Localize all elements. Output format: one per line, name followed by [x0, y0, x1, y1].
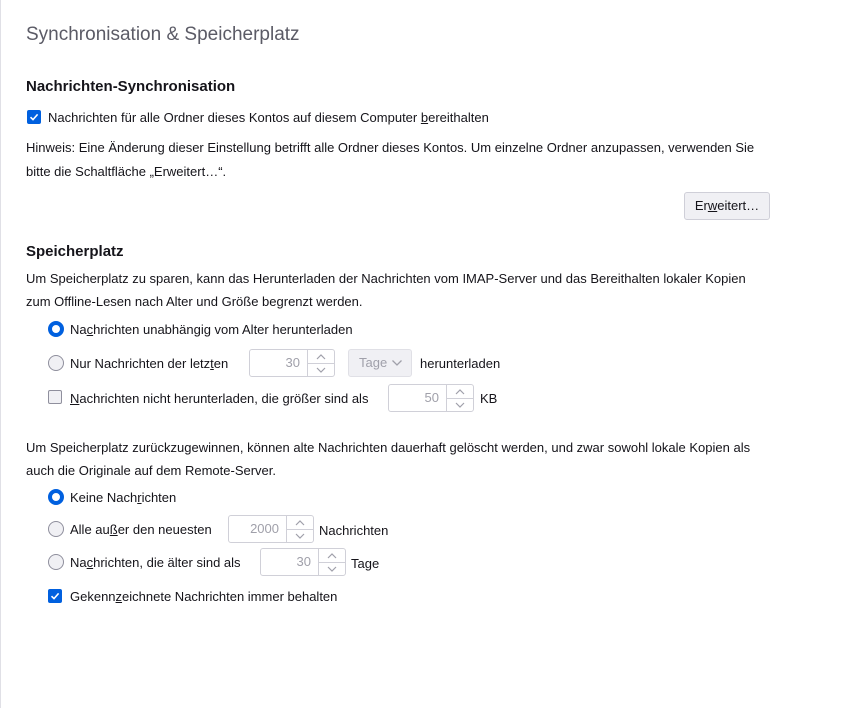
stepper-up-button[interactable]: [308, 350, 334, 364]
keep-newest-radio[interactable]: [48, 521, 64, 537]
chevron-down-icon: [319, 563, 345, 575]
storage-section-title: Speicherplatz: [26, 243, 124, 260]
stepper-up-button[interactable]: [287, 516, 313, 530]
chevron-up-icon: [319, 550, 345, 562]
keep-newest-label[interactable]: Alle außer den neuesten: [70, 522, 212, 537]
chevron-down-icon: [447, 399, 473, 411]
chevron-down-icon: [391, 359, 403, 367]
older-than-value[interactable]: 30: [296, 554, 311, 569]
chevron-up-icon: [287, 517, 313, 529]
storage-desc-line2: zum Offline-Lesen nach Alter und Größe begrenzt werden.: [26, 294, 363, 309]
older-than-unit: Tage: [351, 556, 380, 571]
older-than-stepper[interactable]: [260, 548, 346, 576]
download-recent-label[interactable]: Nur Nachrichten der letzten: [70, 356, 229, 371]
keep-messages-checkbox[interactable]: [27, 110, 41, 124]
stepper-down-button[interactable]: [287, 529, 313, 542]
advanced-button[interactable]: Erweitert…: [684, 192, 770, 220]
chevron-down-icon: [287, 530, 313, 542]
chevron-up-icon: [447, 386, 473, 398]
keep-newest-value[interactable]: 2000: [250, 521, 279, 536]
keep-flagged-checkbox[interactable]: [48, 589, 62, 603]
panel-left-border: [0, 0, 1, 708]
chevron-down-icon: [308, 364, 334, 376]
download-recent-days-stepper[interactable]: [249, 349, 335, 377]
download-recent-days-value[interactable]: 30: [285, 355, 300, 370]
size-limit-stepper[interactable]: [388, 384, 474, 412]
sync-hint-line2: bitte die Schaltfläche „Erweitert…“.: [26, 164, 227, 179]
storage-desc-line1: Um Speicherplatz zu sparen, kann das Herunterladen der Nachrichten vom IMAP-Server und das Bereithalten lokaler Kopien: [26, 271, 746, 286]
stepper-up-button[interactable]: [447, 385, 473, 399]
stepper-up-button[interactable]: [319, 549, 345, 563]
download-all-label[interactable]: Nachrichten unabhängig vom Alter herunterladen: [70, 322, 353, 337]
sync-hint-line1: Hinweis: Eine Änderung dieser Einstellung betrifft alle Ordner dieses Kontos. Um einzelne Ordner anzupassen, verwenden Sie: [26, 140, 755, 155]
download-recent-suffix: herunterladen: [420, 356, 501, 371]
checkmark-icon: [29, 112, 39, 122]
page-title: Synchronisation & Speicherplatz: [26, 24, 300, 45]
download-recent-unit-select[interactable]: [348, 349, 412, 377]
stepper-down-button[interactable]: [319, 562, 345, 575]
stepper-down-button[interactable]: [308, 363, 334, 376]
keep-newest-stepper[interactable]: [228, 515, 314, 543]
size-limit-label[interactable]: Nachrichten nicht herunterladen, die größer sind als: [70, 391, 369, 406]
download-recent-radio[interactable]: [48, 355, 64, 371]
download-recent-unit-label: Tage: [359, 355, 388, 370]
reclaim-desc-line2: auch die Originale auf dem Remote-Server.: [26, 463, 277, 478]
older-than-radio[interactable]: [48, 554, 64, 570]
keep-none-label[interactable]: Keine Nachrichten: [70, 490, 177, 505]
size-limit-value[interactable]: 50: [424, 390, 439, 405]
older-than-label[interactable]: Nachrichten, die älter sind als: [70, 555, 241, 570]
keep-flagged-label[interactable]: Gekennzeichnete Nachrichten immer behalten: [70, 589, 338, 604]
sync-section-title: Nachrichten-Synchronisation: [26, 78, 236, 95]
stepper-down-button[interactable]: [447, 398, 473, 411]
keep-none-radio[interactable]: [48, 489, 64, 505]
download-all-radio[interactable]: [48, 321, 64, 337]
checkmark-icon: [50, 591, 60, 601]
keep-newest-unit: Nachrichten: [319, 523, 389, 538]
size-limit-unit: KB: [480, 391, 498, 406]
chevron-up-icon: [308, 351, 334, 363]
keep-messages-label[interactable]: Nachrichten für alle Ordner dieses Kontos auf diesem Computer bereithalten: [48, 110, 489, 125]
reclaim-desc-line1: Um Speicherplatz zurückzugewinnen, können alte Nachrichten dauerhaft gelöscht werden, und zwar sowohl lokale Kopien als: [26, 440, 751, 455]
size-limit-checkbox[interactable]: [48, 390, 62, 404]
